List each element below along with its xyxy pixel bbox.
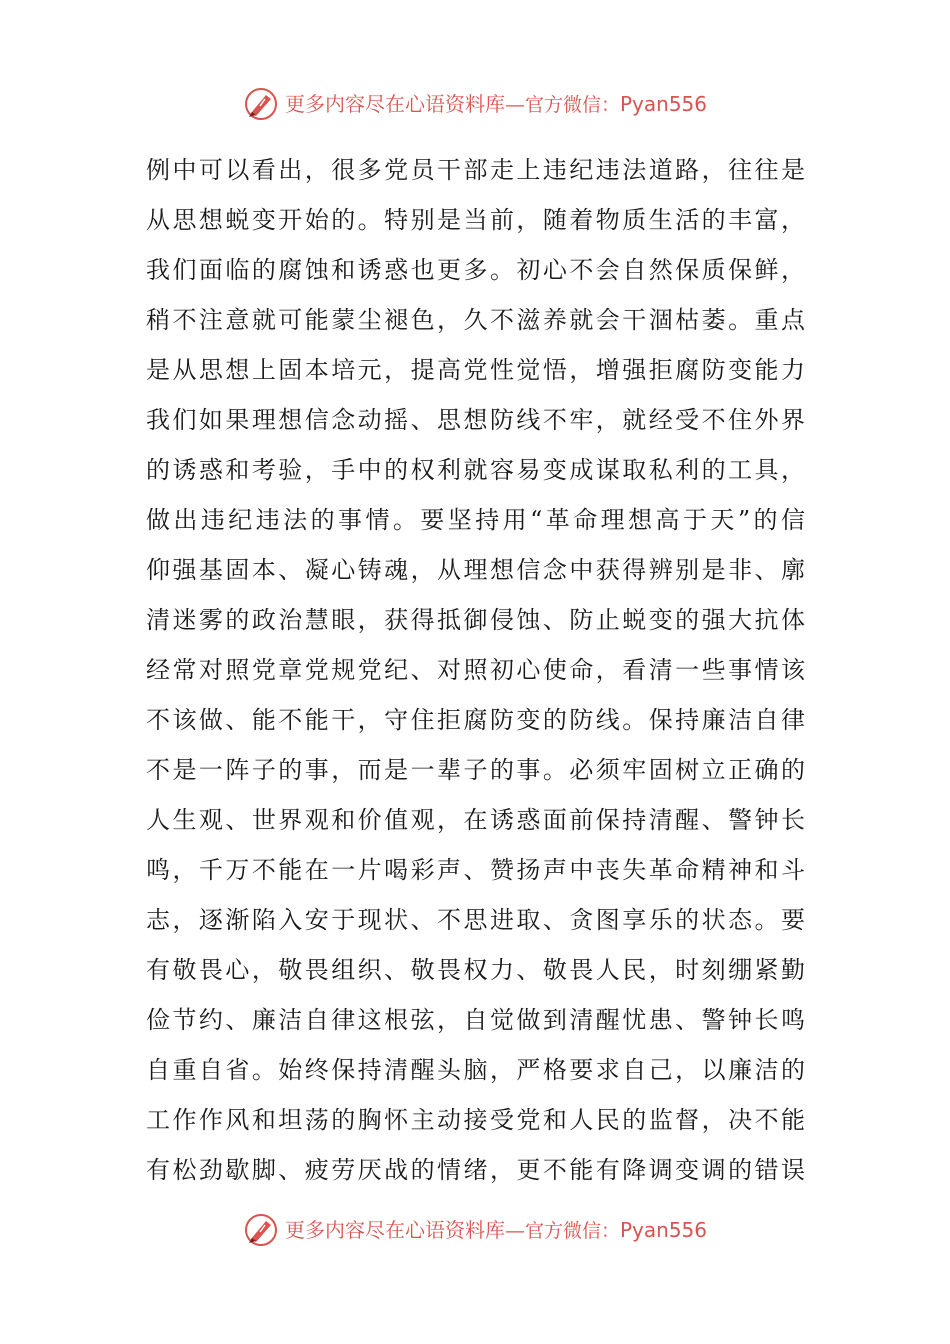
body-line: 不是一阵子的事，而是一辈子的事。必须牢固树立正确的	[146, 756, 806, 784]
body-line: 做出违纪违法的事情。要坚持用“革命理想高于天”的信	[146, 506, 806, 534]
body-line: 的诱惑和考验，手中的权利就容易变成谋取私利的工具，	[146, 456, 806, 484]
body-line: 稍不注意就可能蒙尘褪色，久不滋养就会干涸枯萎。重点	[146, 306, 806, 334]
body-line: 鸣，千万不能在一片喝彩声、赞扬声中丧失革命精神和斗	[146, 856, 806, 884]
body-line: 俭节约、廉洁自律这根弦，自觉做到清醒忧患、警钟长鸣	[146, 1006, 806, 1034]
body-line: 不该做、能不能干，守住拒腐防变的防线。保持廉洁自律	[146, 706, 806, 734]
pen-nib-logo-icon	[243, 86, 279, 122]
body-line: 从思想蜕变开始的。特别是当前，随着物质生活的丰富，	[146, 206, 806, 234]
body-line: 清迷雾的政治慧眼，获得抵御侵蚀、防止蜕变的强大抗体	[146, 606, 806, 634]
body-line: 我们面临的腐蚀和诱惑也更多。初心不会自然保质保鲜，	[146, 256, 806, 284]
header-wechat-label: 官方微信：	[524, 93, 620, 116]
footer-wechat-id: Pyan556	[620, 1217, 708, 1242]
footer-dash: —	[504, 1217, 525, 1242]
footer-banner	[0, 1210, 950, 1250]
header-wechat-id: Pyan556	[620, 91, 708, 116]
body-line: 志，逐渐陷入安于现状、不思进取、贪图享乐的状态。要	[146, 906, 806, 934]
footer-site-text: 更多内容尽在心语资料库	[284, 1217, 505, 1242]
header-banner-text	[285, 84, 707, 125]
body-line: 自重自省。始终保持清醒头脑，严格要求自己，以廉洁的	[146, 1056, 806, 1084]
body-line: 我们如果理想信念动摇、思想防线不牢，就经受不住外界	[146, 406, 806, 434]
footer-wechat-label: 官方微信：	[524, 1219, 620, 1242]
pen-nib-logo-icon	[243, 1212, 279, 1248]
body-line: 经常对照党章党规党纪、对照初心使命，看清一些事情该	[146, 656, 806, 684]
body-line: 人生观、世界观和价值观，在诱惑面前保持清醒、警钟长	[146, 806, 806, 834]
body-line: 是从思想上固本培元，提高党性觉悟，增强拒腐防变能力	[146, 356, 806, 384]
header-banner	[0, 84, 950, 124]
body-line: 有敬畏心，敬畏组织、敬畏权力、敬畏人民，时刻绷紧勤	[146, 956, 806, 984]
footer-banner-text	[285, 1210, 707, 1251]
body-line: 例中可以看出，很多党员干部走上违纪违法道路，往往是	[146, 156, 806, 184]
body-line: 仰强基固本、凝心铸魂，从理想信念中获得辨别是非、廓	[146, 556, 806, 584]
header-dash: —	[504, 91, 525, 116]
body-line: 工作作风和坦荡的胸怀主动接受党和人民的监督，决不能	[146, 1106, 806, 1134]
body-line: 有松劲歇脚、疲劳厌战的情绪，更不能有降调变调的错误	[146, 1156, 806, 1184]
document-body	[146, 145, 806, 1195]
header-site-text: 更多内容尽在心语资料库	[284, 91, 505, 116]
